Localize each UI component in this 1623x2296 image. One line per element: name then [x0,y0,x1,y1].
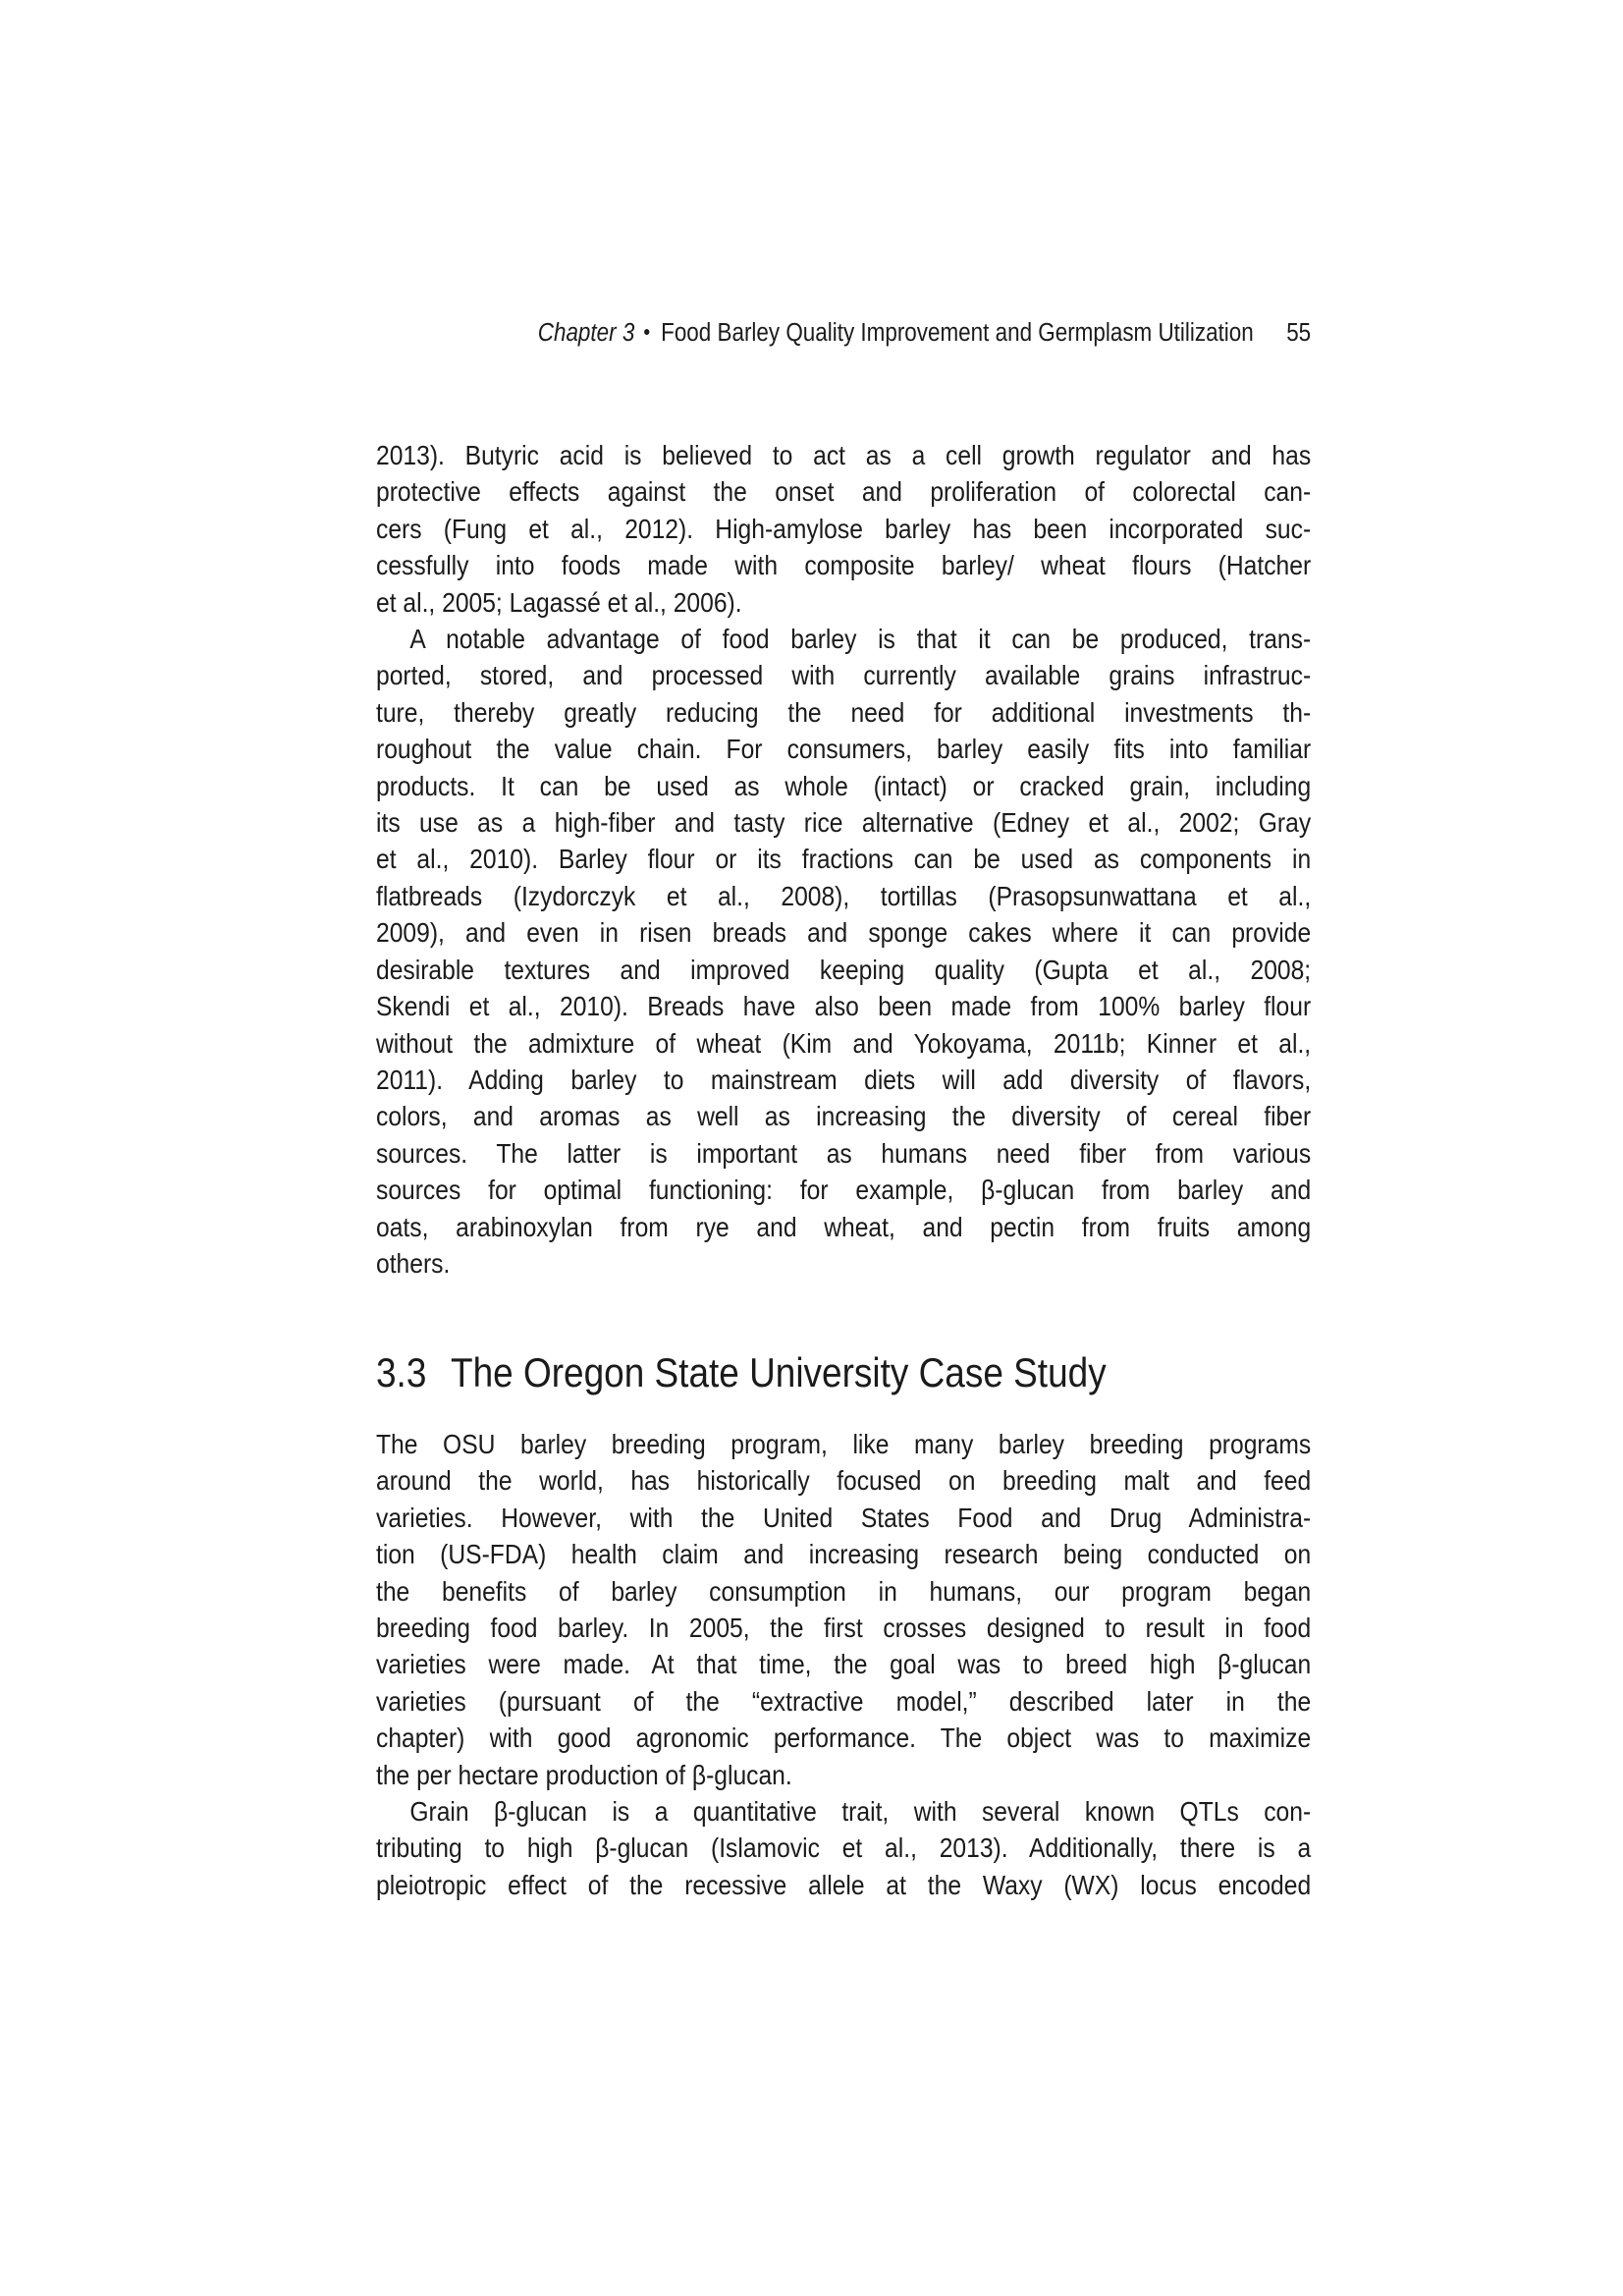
text-line: around the world, has historically focused on breeding malt and feed [376,1465,1312,1497]
text-line: et al., 2010). Barley flour or its fractions can be used as components in [376,844,1312,875]
page-number: 55 [1286,319,1312,347]
text-line: Grain β-glucan is a quantitative trait, with several known QTLs con- [409,1796,1312,1828]
paragraph [376,437,1311,621]
text-line: 2009), and even in risen breads and sponge cakes where it can provide [376,917,1312,949]
text-line: oats, arabinoxylan from rye and wheat, and pectin from fruits among [376,1211,1312,1242]
text-line: desirable textures and improved keeping quality (Gupta et al., 2008; [376,954,1312,985]
text-line: sources. The latter is important as humans need fiber from various [376,1137,1312,1169]
text-line: tributing to high β-glucan (Islamovic et al., 2013). Additionally, there is a [376,1832,1312,1864]
text-line: tion (US-FDA) health claim and increasing research being conducted on [376,1539,1312,1570]
text-line: varieties (pursuant of the “extractive model,” described later in the [376,1685,1312,1717]
text-line: the per hectare production of β-glucan. [376,1759,792,1790]
text-line: ture, thereby greatly reducing the need for additional investments th- [376,696,1312,728]
section-number: 3.3 [376,1349,427,1395]
text-line: its use as a high-fiber and tasty rice alternative (Edney et al., 2002; Gray [376,807,1312,839]
text-line: et al., 2005; Lagassé et al., 2006). [376,586,742,618]
text-line: varieties. However, with the United States Food and Drug Administra- [376,1502,1312,1533]
text-line: chapter) with good agronomic performance. The object was to maximize [376,1722,1312,1754]
section-title: The Oregon State University Case Study [451,1349,1107,1395]
running-head-title: Food Barley Quality Improvement and Germplasm Utilization [661,319,1254,347]
text-line: cessfully into foods made with composite barley/ wheat flours (Hatcher [376,550,1312,581]
body-text-before-heading [376,437,1311,1282]
text-line: A notable advantage of food barley is that it can be produced, trans- [409,624,1312,655]
running-head [376,320,1311,346]
text-line: protective effects against the onset and proliferation of colorectal can- [376,476,1312,508]
text-line: varieties were made. At that time, the goal was to breed high β-glucan [376,1649,1312,1680]
chapter-label: Chapter 3 [537,319,635,347]
text-line: cers (Fung et al., 2012). High-amylose barley has been incorporated suc- [376,513,1312,544]
text-line: others. [376,1247,451,1279]
bullet-separator-icon: ● [643,323,651,339]
text-line: sources for optimal functioning: for example, β-glucan from barley and [376,1175,1312,1206]
text-line: pleiotropic effect of the recessive allele at the Waxy (WX) locus encoded [376,1869,1312,1900]
text-line: products. It can be used as whole (intact) or cracked grain, including [376,770,1312,801]
text-line: the benefits of barley consumption in humans, our program began [376,1575,1312,1607]
text-line: 2011). Adding barley to mainstream diets will add diversity of flavors, [376,1064,1312,1095]
text-line: flatbreads (Izydorczyk et al., 2008), tortillas (Prasopsunwattana et al., [376,880,1312,911]
text-line: 2013). Butyric acid is believed to act as a cell growth regulator and has [376,440,1312,470]
text-line: Skendi et al., 2010). Breads have also been made from 100% barley flour [376,991,1312,1022]
text-line: colors, and aromas as well as increasing the diversity of cereal fiber [376,1101,1312,1132]
text-line: ported, stored, and processed with currently available grains infrastruc- [376,660,1312,691]
section-heading [376,1351,1107,1394]
body-text-after-heading [376,1426,1311,1903]
text-line: The OSU barley breeding program, like many barley breeding programs [376,1429,1312,1459]
text-line: roughout the value chain. For consumers, barley easily fits into familiar [376,734,1312,765]
paragraph [376,1426,1311,1793]
paragraph [376,1793,1311,1903]
paragraph [376,621,1311,1282]
text-line: without the admixture of wheat (Kim and Yokoyama, 2011b; Kinner et al., [376,1027,1312,1059]
text-line: breeding food barley. In 2005, the first crosses designed to result in food [376,1613,1312,1644]
